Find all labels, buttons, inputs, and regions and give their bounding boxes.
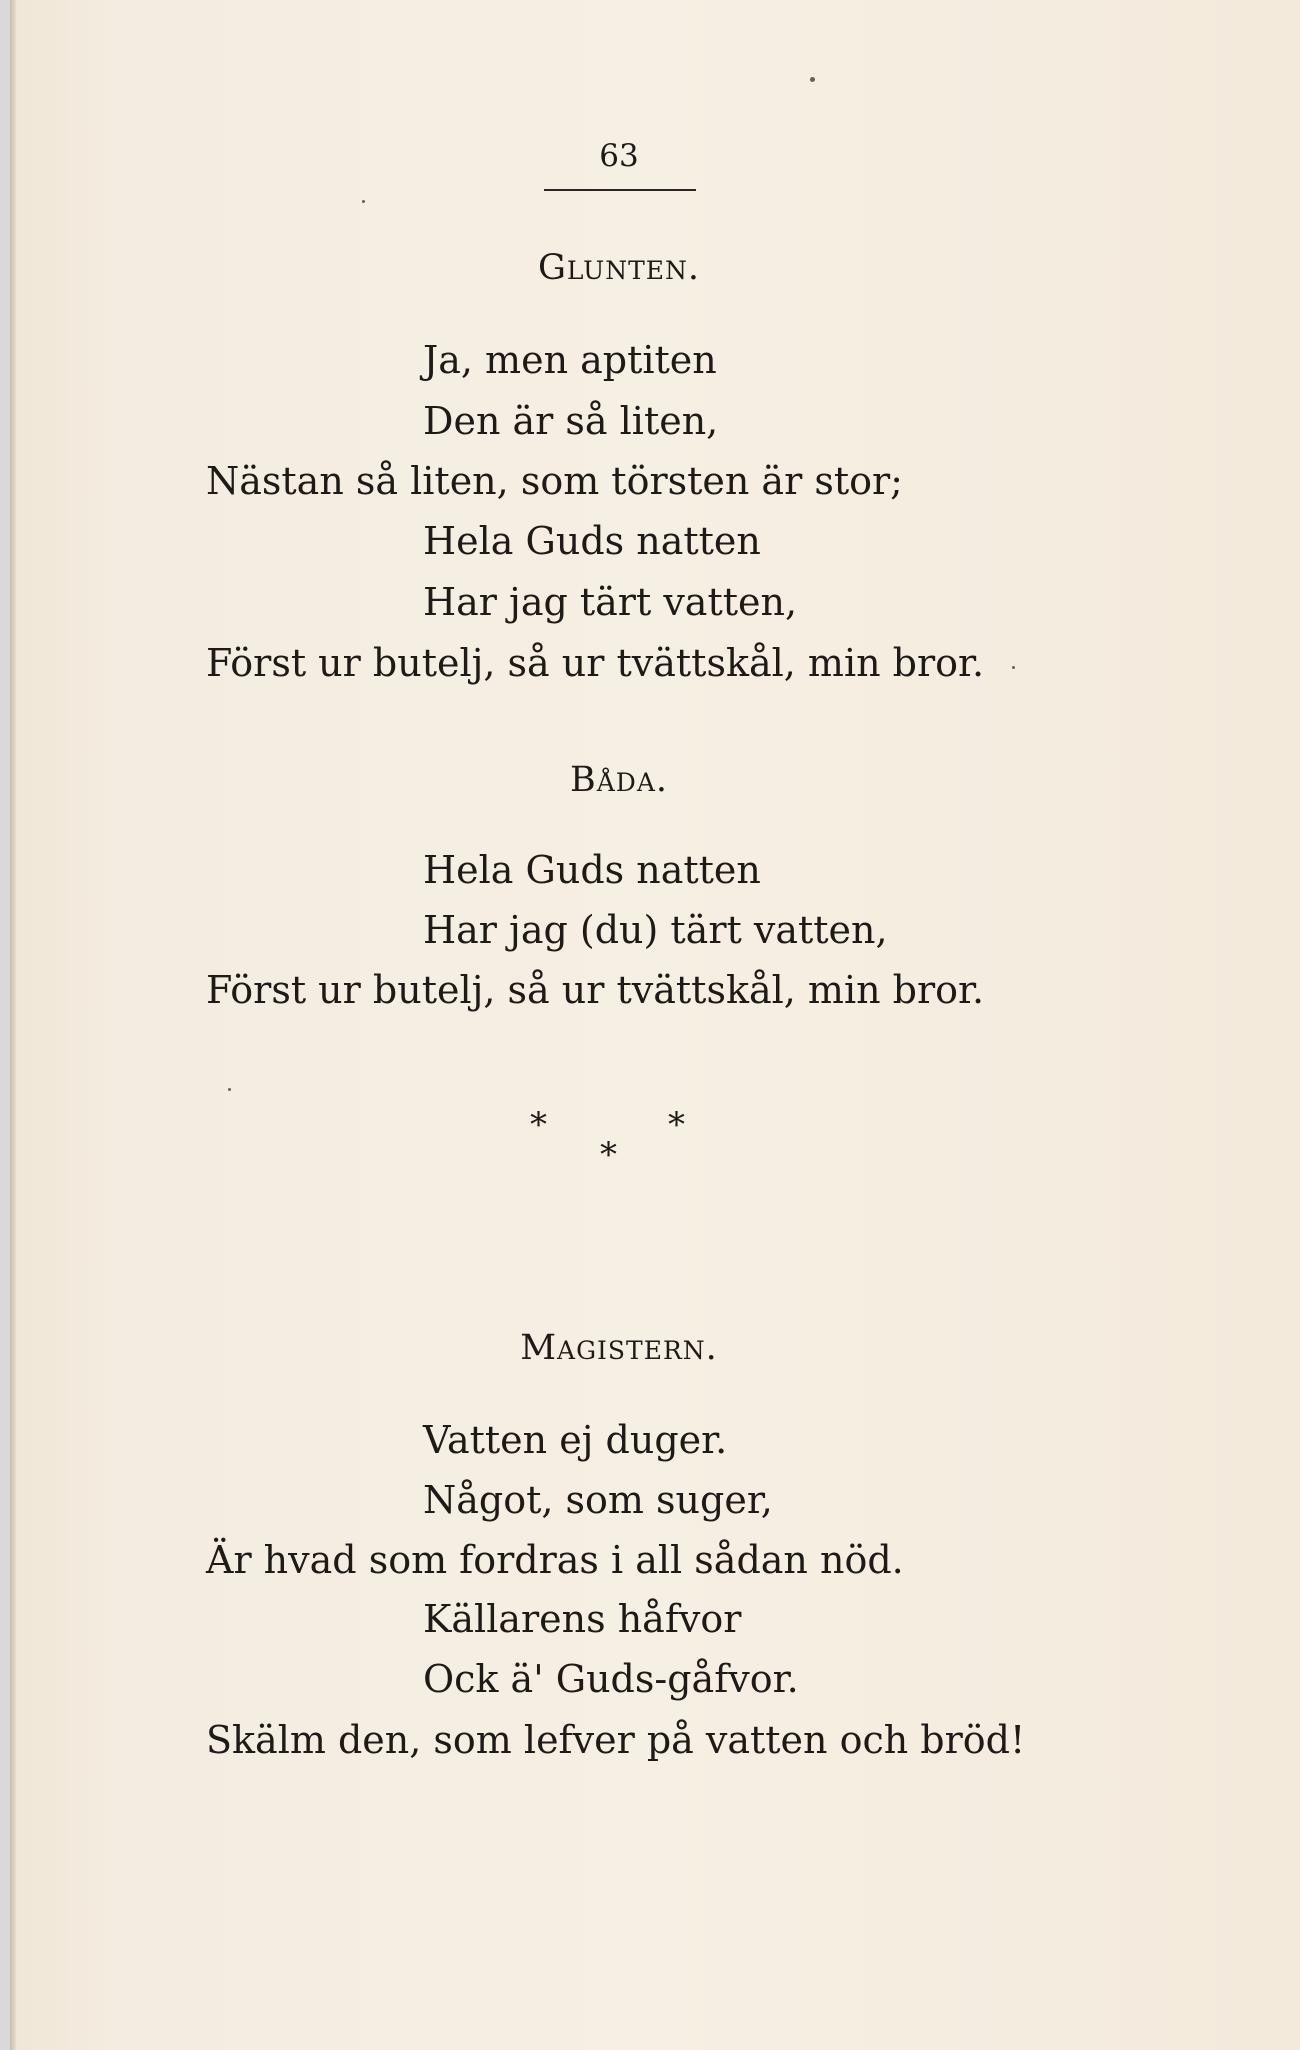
asterisk-glyph: * bbox=[668, 1105, 685, 1145]
speaker-heading-magistern: Magistern. bbox=[520, 1328, 718, 1368]
book-page bbox=[10, 0, 1300, 2050]
page-spine-shadow bbox=[10, 0, 16, 2050]
verse-line: Skälm den, som lefver på vatten och bröd! bbox=[206, 1718, 1026, 1762]
speaker-heading-glunten: Glunten. bbox=[537, 248, 701, 288]
paper-speck bbox=[362, 200, 365, 203]
verse-line: Ock ä' Guds-gåfvor. bbox=[423, 1657, 799, 1701]
verse-line: Först ur butelj, så ur tvättskål, min bror. bbox=[206, 641, 985, 685]
verse-line: Hela Guds natten bbox=[423, 848, 761, 892]
verse-line: Hela Guds natten bbox=[423, 519, 761, 563]
speaker-heading-bada: Båda. bbox=[570, 760, 668, 800]
verse-line: Något, som suger, bbox=[423, 1478, 773, 1522]
asterism-separator bbox=[530, 1105, 710, 1188]
verse-line: Nästan så liten, som törsten är stor; bbox=[206, 459, 903, 503]
verse-line: Har jag tärt vatten, bbox=[423, 580, 798, 624]
paper-speck bbox=[1012, 666, 1015, 669]
paper-speck bbox=[228, 1088, 231, 1091]
header-rule bbox=[544, 189, 696, 191]
paper-speck bbox=[810, 77, 815, 82]
verse-line: Har jag (du) tärt vatten, bbox=[423, 908, 888, 952]
asterisk-glyph: * bbox=[600, 1135, 617, 1175]
verse-line: Vatten ej duger. bbox=[423, 1418, 728, 1462]
page-number: 63 bbox=[599, 138, 639, 174]
asterisk-glyph: * bbox=[530, 1105, 547, 1145]
verse-line: Ja, men aptiten bbox=[423, 338, 717, 382]
verse-line: Källarens håfvor bbox=[423, 1597, 742, 1641]
verse-line: Först ur butelj, så ur tvättskål, min bror. bbox=[206, 968, 985, 1012]
verse-line: Den är så liten, bbox=[423, 399, 719, 443]
verse-line: Är hvad som fordras i all sådan nöd. bbox=[206, 1538, 904, 1582]
